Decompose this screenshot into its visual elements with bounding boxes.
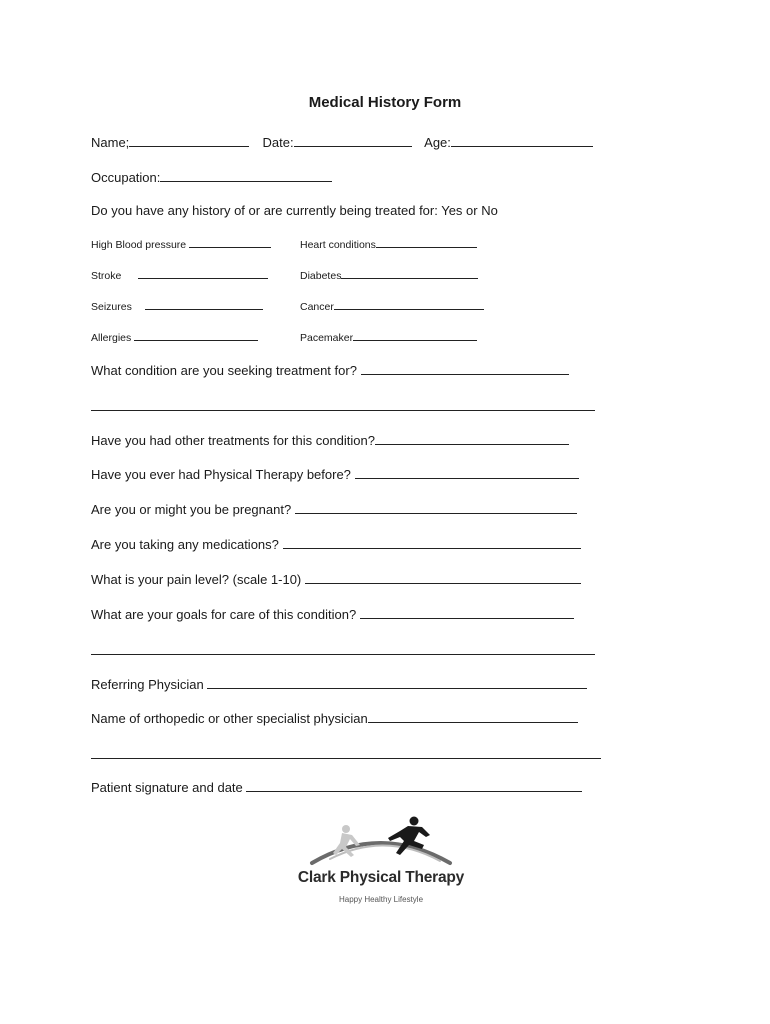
referring-physician-field[interactable]	[207, 675, 587, 689]
condition-treatment-label: What condition are you seeking treatment for?	[91, 363, 357, 378]
condition-treatment-row	[91, 361, 569, 380]
form-title: Medical History Form	[308, 94, 462, 111]
high-blood-pressure-field[interactable]	[189, 237, 271, 248]
cancer-field[interactable]	[334, 299, 484, 310]
age-label: Age:	[424, 135, 451, 150]
other-treatments-row	[91, 431, 569, 450]
allergies-field[interactable]	[134, 330, 258, 341]
patient-signature-field[interactable]	[246, 778, 582, 792]
occupation-field[interactable]	[160, 168, 332, 182]
goals-label: What are your goals for care of this condition?	[91, 607, 357, 622]
condition-heart-conditions	[300, 236, 477, 254]
other-treatments-field[interactable]	[375, 431, 569, 445]
physical-therapy-label: Have you ever had Physical Therapy before?	[91, 467, 351, 482]
condition-label: Stroke	[91, 270, 122, 282]
date-field[interactable]	[294, 133, 412, 147]
seizures-field[interactable]	[145, 299, 263, 310]
condition-cancer	[300, 298, 484, 316]
date-label: Date:	[262, 135, 294, 150]
condition-label: Diabetes	[300, 270, 342, 282]
name-label: Name;	[91, 135, 130, 150]
clark-physical-therapy-logo	[290, 815, 490, 915]
condition-label: Allergies	[91, 332, 132, 344]
condition-stroke	[91, 267, 268, 285]
medications-row	[91, 535, 581, 554]
age-field[interactable]	[451, 133, 593, 147]
medications-label: Are you taking any medications?	[91, 537, 279, 552]
condition-label: Cancer	[300, 301, 334, 313]
condition-label: Seizures	[91, 301, 132, 313]
condition-treatment-extra-line[interactable]	[91, 410, 595, 411]
referring-physician-label: Referring Physician	[91, 677, 204, 692]
runner-swoosh-logo-icon	[290, 815, 472, 871]
pain-level-field[interactable]	[305, 570, 581, 584]
other-treatments-label: Have you had other treatments for this condition?	[91, 433, 375, 448]
condition-pacemaker	[300, 329, 477, 347]
specialist-physician-extra-line[interactable]	[91, 758, 601, 759]
condition-allergies	[91, 329, 258, 347]
condition-diabetes	[300, 267, 478, 285]
pain-level-row	[91, 570, 581, 589]
goals-row	[91, 605, 574, 624]
stroke-field[interactable]	[138, 268, 268, 279]
patient-signature-label: Patient signature and date	[91, 780, 243, 795]
history-question: Do you have any history of or are currently being treated for: Yes or No	[91, 203, 498, 218]
pain-level-label: What is your pain level? (scale 1-10)	[91, 572, 302, 587]
heart-conditions-field[interactable]	[376, 237, 477, 248]
condition-label: Pacemaker	[300, 332, 354, 344]
condition-label: Heart conditions	[300, 239, 376, 251]
logo-tagline: Happy Healthy Lifestyle	[338, 895, 424, 904]
specialist-physician-row	[91, 709, 578, 728]
pregnant-field[interactable]	[295, 500, 577, 514]
condition-seizures	[91, 298, 263, 316]
name-date-age-row	[91, 133, 593, 152]
goals-field[interactable]	[360, 605, 574, 619]
medications-field[interactable]	[283, 535, 581, 549]
referring-physician-row	[91, 675, 587, 694]
specialist-physician-label: Name of orthopedic or other specialist physician	[91, 711, 368, 726]
specialist-physician-field[interactable]	[368, 709, 578, 723]
occupation-label: Occupation:	[91, 170, 161, 185]
condition-label: High Blood pressure	[91, 239, 187, 251]
diabetes-field[interactable]	[341, 268, 478, 279]
physical-therapy-row	[91, 465, 579, 484]
pacemaker-field[interactable]	[353, 330, 477, 341]
pregnant-label: Are you or might you be pregnant?	[91, 502, 292, 517]
logo-company-name: Clark Physical Therapy	[297, 869, 465, 886]
condition-high-blood-pressure	[91, 236, 271, 254]
condition-treatment-field[interactable]	[361, 361, 569, 375]
pregnant-row	[91, 500, 577, 519]
occupation-row	[91, 168, 332, 187]
goals-extra-line[interactable]	[91, 654, 595, 655]
name-field[interactable]	[129, 133, 249, 147]
physical-therapy-field[interactable]	[355, 465, 579, 479]
patient-signature-row	[91, 778, 582, 797]
